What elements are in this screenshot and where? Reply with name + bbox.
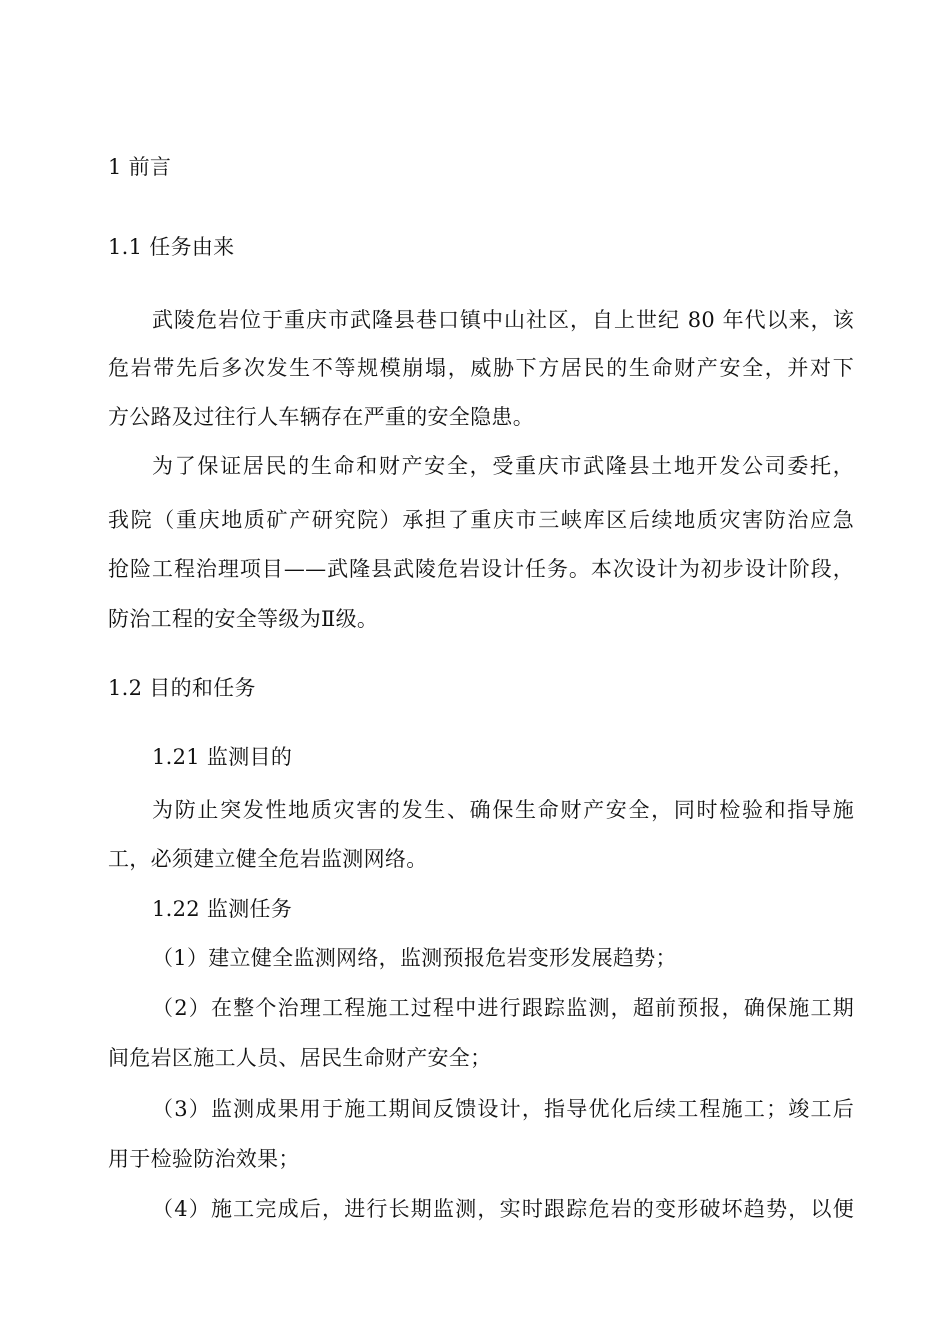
list-item-2-line-2: 间危岩区施工人员、居民生命财产安全； xyxy=(108,1046,492,1070)
heading-1-22-monitoring-tasks: 1.22 监测任务 xyxy=(152,897,293,921)
paragraph-2-line-3: 抢险工程治理项目——武隆县武陵危岩设计任务。本次设计为初步设计阶段， xyxy=(108,557,854,581)
paragraph-1-line-3: 方公路及过往行人车辆存在严重的安全隐患。 xyxy=(108,405,534,429)
heading-1-21-monitoring-purpose: 1.21 监测目的 xyxy=(152,745,293,769)
heading-1-2-purpose-and-tasks: 1.2 目的和任务 xyxy=(108,676,256,700)
paragraph-2-line-2: 我院（重庆地质矿产研究院）承担了重庆市三峡库区后续地质灾害防治应急 xyxy=(108,508,854,532)
paragraph-1-line-2: 危岩带先后多次发生不等规模崩塌，威胁下方居民的生命财产安全，并对下 xyxy=(108,356,854,380)
paragraph-3-line-1: 为防止突发性地质灾害的发生、确保生命财产安全，同时检验和指导施 xyxy=(152,798,854,822)
list-item-3-line-1: （3）监测成果用于施工期间反馈设计，指导优化后续工程施工；竣工后 xyxy=(152,1097,854,1121)
paragraph-2-line-4: 防治工程的安全等级为Ⅱ级。 xyxy=(108,607,379,631)
paragraph-2-line-1: 为了保证居民的生命和财产安全，受重庆市武隆县土地开发公司委托， xyxy=(152,454,854,478)
list-item-1-line-1: （1）建立健全监测网络，监测预报危岩变形发展趋势； xyxy=(152,946,677,970)
paragraph-3-line-2: 工，必须建立健全危岩监测网络。 xyxy=(108,847,428,871)
heading-1-1-task-origin: 1.1 任务由来 xyxy=(108,235,235,259)
list-item-4-line-1: （4）施工完成后，进行长期监测，实时跟踪危岩的变形破坏趋势，以便 xyxy=(152,1197,854,1221)
list-item-3-line-2: 用于检验防治效果； xyxy=(108,1147,300,1171)
heading-1-preface: 1 前言 xyxy=(108,155,172,179)
paragraph-1-line-1: 武陵危岩位于重庆市武隆县巷口镇中山社区，自上世纪 80 年代以来，该 xyxy=(152,308,854,332)
list-item-2-line-1: （2）在整个治理工程施工过程中进行跟踪监测，超前预报，确保施工期 xyxy=(152,996,854,1020)
